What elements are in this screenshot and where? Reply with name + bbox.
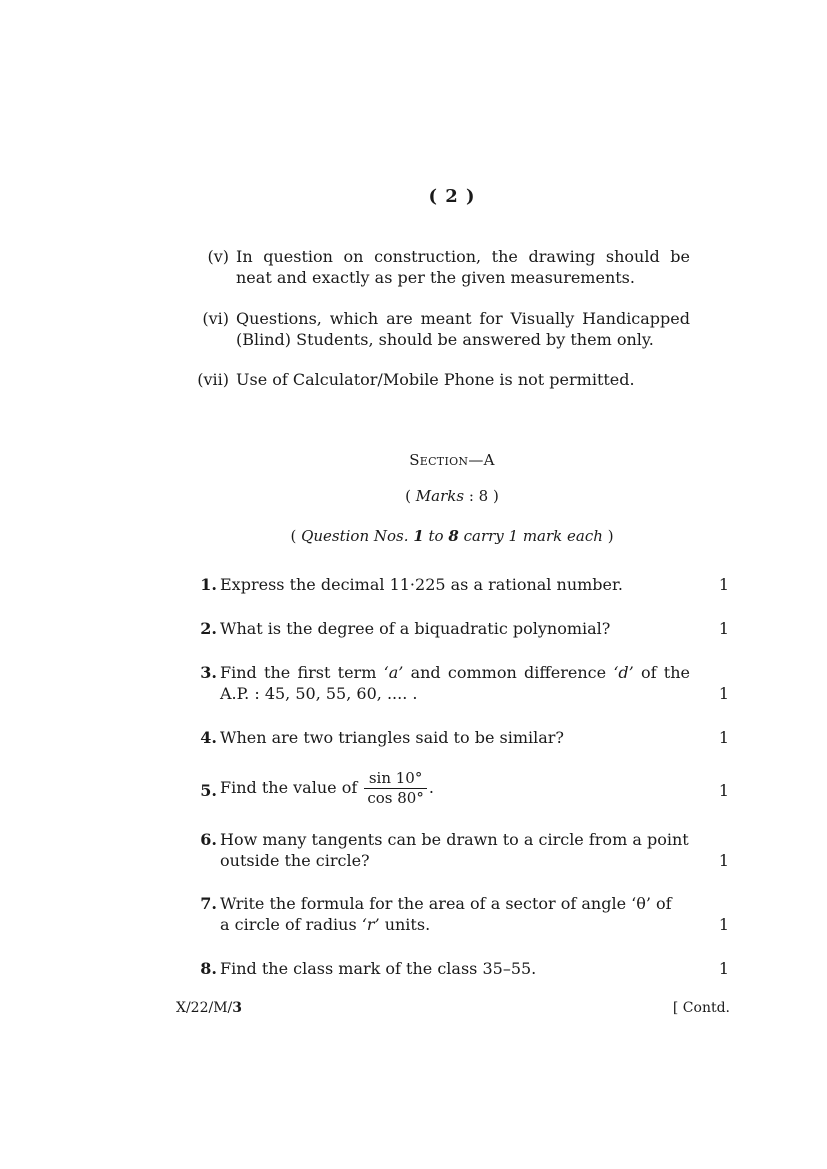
instruction-item: [193, 369, 693, 390]
question-item: [190, 727, 730, 748]
section-carry-note: [0, 527, 827, 545]
question-number: 7.: [200, 894, 217, 913]
question-text: How many tangents can be drawn to a circle from a point: [220, 830, 689, 849]
question-marks: 1: [718, 851, 729, 870]
variable-r: ‘r’: [361, 915, 380, 934]
fraction: [364, 769, 426, 808]
carry-from: 1: [413, 527, 424, 545]
question-number: 1.: [200, 575, 217, 594]
variable-a: ‘a’: [383, 663, 404, 682]
question-marks: 1: [718, 781, 729, 800]
section-title: [0, 451, 827, 469]
marks-value: : 8 ): [464, 487, 499, 505]
variable-d: ‘d’: [613, 663, 634, 682]
question-item: [190, 618, 730, 639]
question-marks: 1: [718, 728, 729, 747]
carry-open: (: [290, 527, 302, 545]
question-item: [190, 829, 730, 871]
question-marks: 1: [718, 619, 729, 638]
carry-to-word: to: [428, 527, 444, 545]
section-word: Section: [409, 451, 469, 469]
marks-open: (: [405, 487, 416, 505]
question-text-line2: outside the circle?: [220, 851, 370, 870]
question-text: What is the degree of a biquadratic polynomial?: [220, 619, 611, 638]
paper-code-bold: 3: [232, 1000, 243, 1016]
question-item: [190, 893, 730, 935]
question-number: 6.: [200, 830, 217, 849]
carry-prefix: Question Nos.: [301, 527, 409, 545]
instruction-number: (v): [207, 247, 229, 266]
instruction-text: Questions, which are meant for Visually Handicapped (Blind) Students, should be answered by them only.: [236, 309, 690, 349]
question-item: [190, 958, 730, 979]
question-item: [190, 769, 730, 813]
instruction-text: Use of Calculator/Mobile Phone is not permitted.: [236, 370, 635, 389]
question-number: 2.: [200, 619, 217, 638]
instruction-item: [193, 308, 693, 350]
question-number: 5.: [200, 781, 217, 800]
continued-note: [ Contd.: [672, 1000, 730, 1016]
section-marks: [0, 487, 827, 505]
question-text: [220, 769, 690, 808]
carry-suffix: carry 1 mark each: [463, 527, 603, 545]
question-text-line2: A.P. : 45, 50, 55, 60, .... .: [220, 684, 418, 703]
paper-code-main: X/22/M/: [176, 1000, 233, 1016]
question-number: 3.: [200, 663, 217, 682]
instruction-item: [193, 246, 693, 288]
question-text: Find the first term ‘a’ and common difference ‘d’ of the: [220, 663, 690, 682]
question-text: Write the formula for the area of a sector of angle ‘θ’ of: [220, 894, 672, 913]
instruction-number: (vii): [197, 370, 229, 389]
carry-to: 8: [448, 527, 459, 545]
fraction-denominator: cos 80°: [367, 789, 424, 807]
marks-label: Marks: [415, 487, 465, 505]
question-text: Find the class mark of the class 35–55.: [220, 959, 537, 978]
question-text: When are two triangles said to be similar?: [220, 728, 564, 747]
question-number: 8.: [200, 959, 217, 978]
section-dash: —: [468, 451, 484, 469]
question-text-line2: a circle of radius ‘r’ units.: [220, 915, 431, 934]
question-item: [190, 662, 730, 704]
question-marks: 1: [718, 915, 729, 934]
question-item: [190, 574, 730, 595]
question-text: Express the decimal 11·225 as a rational number.: [220, 575, 623, 594]
question-number: 4.: [200, 728, 217, 747]
instruction-text: In question on construction, the drawing should be neat and exactly as per the given measurements.: [236, 247, 690, 287]
carry-close: ): [602, 527, 614, 545]
section-letter: A: [483, 451, 495, 469]
question-text-after: .: [428, 778, 434, 797]
question-text-before: Find the value of: [220, 778, 363, 797]
page-number: ( 2 ): [428, 186, 476, 207]
paper-code: [176, 1000, 242, 1016]
question-marks: 1: [718, 684, 729, 703]
question-marks: 1: [718, 959, 729, 978]
question-marks: 1: [718, 575, 729, 594]
fraction-numerator: sin 10°: [364, 769, 426, 789]
instruction-number: (vi): [202, 309, 229, 328]
